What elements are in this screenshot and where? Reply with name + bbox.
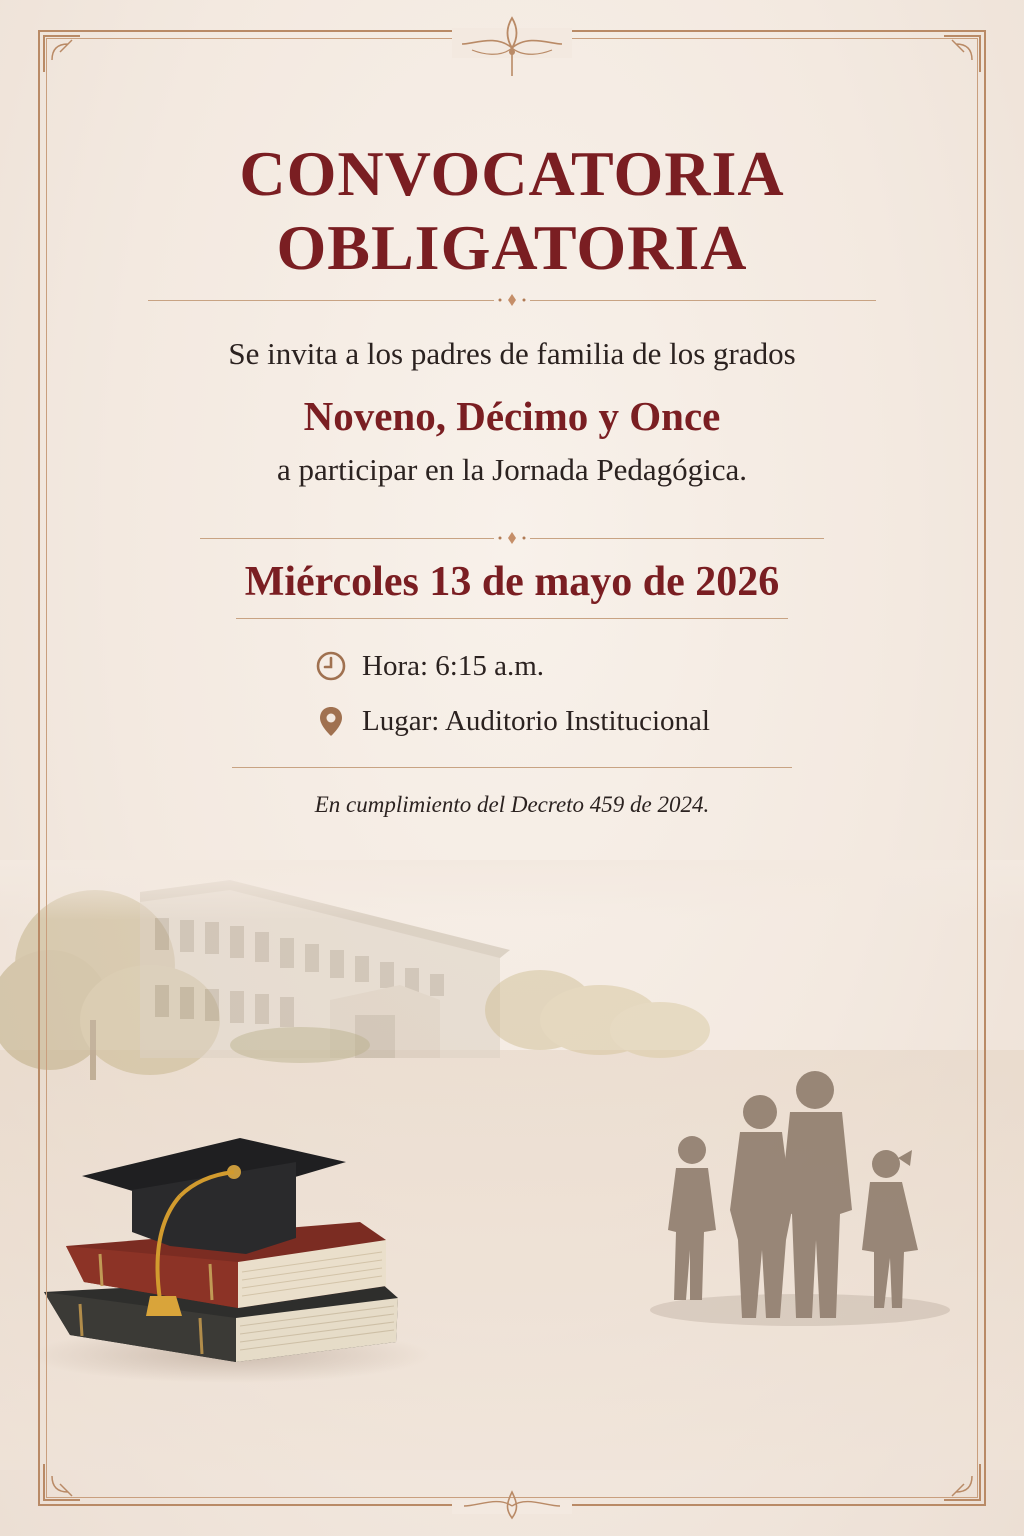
invitation-purpose: a participar en la Jornada Pedagógica. bbox=[277, 452, 747, 487]
decree-notice: En cumplimiento del Decreto 459 de 2024. bbox=[314, 792, 710, 817]
invitation-intro: Se invita a los padres de familia de los grados bbox=[228, 336, 796, 371]
clock-icon bbox=[314, 649, 348, 683]
date-underline bbox=[236, 618, 788, 619]
corner-ornament-bottom-left-icon bbox=[40, 1460, 84, 1504]
corner-ornament-top-left-icon bbox=[40, 32, 84, 76]
event-place-row bbox=[314, 703, 710, 739]
invited-grades: Noveno, Décimo y Once bbox=[303, 393, 721, 439]
divider-ornament-icon bbox=[494, 291, 530, 309]
divider-line bbox=[530, 300, 876, 301]
corner-ornament-bottom-right-icon bbox=[940, 1460, 984, 1504]
location-pin-icon bbox=[314, 704, 348, 738]
event-date: Miércoles 13 de mayo de 2026 bbox=[244, 559, 780, 605]
divider-ornament-icon bbox=[494, 529, 530, 547]
divider-line bbox=[232, 767, 792, 768]
event-time: Hora: 6:15 a.m. bbox=[362, 649, 545, 682]
bottom-flourish-icon bbox=[452, 1486, 572, 1526]
title-line-2: OBLIGATORIA bbox=[276, 212, 748, 283]
title-line-1: CONVOCATORIA bbox=[239, 138, 785, 209]
event-place: Lugar: Auditorio Institucional bbox=[362, 704, 710, 737]
event-time-row bbox=[314, 648, 544, 684]
divider-line bbox=[200, 538, 494, 539]
top-flourish-icon bbox=[452, 14, 572, 80]
divider-line bbox=[530, 538, 824, 539]
divider-line bbox=[148, 300, 494, 301]
corner-ornament-top-right-icon bbox=[940, 32, 984, 76]
